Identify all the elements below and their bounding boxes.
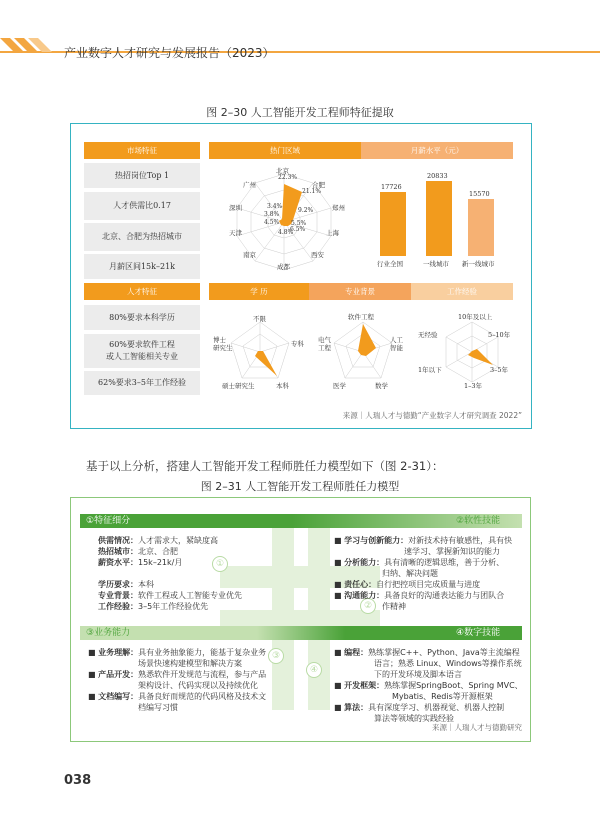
s1-line: 热招城市：北京、合肥 [98,547,178,556]
education-radar-chart [225,318,295,384]
s4-line-cont: 语言；熟悉 Linux、Windows等操作系统 [374,659,522,668]
s1-line: 专业背景：软件工程或人工智能专业优先 [98,591,242,600]
section1-content [98,535,268,612]
s2-line-cont: 速学习、掌握新知识的能力 [404,547,500,556]
s2-line: ■ 沟通能力：具备良好的沟通表达能力与团队合 [334,591,505,600]
radar-city-label: 上海 [326,229,339,237]
salary-value-label: 15570 [469,190,490,198]
radar-city-label: 郑州 [332,204,345,212]
exp-label: 1–3年 [464,382,483,390]
s3-line: ■ 业务理解：具有业务抽象能力，能基于复杂业务 [88,648,267,657]
section-number-1: ① [212,556,228,572]
major-label: 人工 智能 [390,336,403,352]
s3-line-cont: 档编写习惯 [138,703,178,712]
major-label: 电气 工程 [318,336,331,352]
edu-label: 博士 研究生 [213,336,233,352]
section3-content [88,647,288,713]
edu-label: 本科 [276,382,289,390]
major-label: 数学 [375,382,388,390]
s4-line: ■ 算法：具有深度学习、机器视觉、机器人控制 [334,703,505,712]
exp-label: 1年以下 [418,366,442,374]
s1-line: 学历要求：本科 [98,580,154,589]
section4-title: ④数字技能 [456,628,501,638]
edu-label: 不限 [253,315,266,323]
s2-line: ■ 责任心：自行把控项目完成质量与进度 [334,580,481,589]
exp-label: 无经验 [418,331,438,339]
radar-value-label: 3.4% [267,203,283,210]
section2-title: ②软性技能 [456,516,501,526]
market-cell: 热招岗位Top 1 [84,163,200,188]
radar-value-label: 4.5% [264,219,280,226]
section-number-4: ④ [306,662,322,678]
market-cell: 月薪区间15k–21k [84,254,200,279]
edu-label: 硕士研究生 [222,382,255,390]
section-number-3: ③ [268,648,284,664]
experience-radar-chart [437,318,507,384]
header-stripes-icon [0,38,56,62]
exp-label: 5–10年 [488,331,511,339]
s3-line: ■ 文档编写：具备良好而规范的代码风格及技术文 [88,692,267,701]
talent-header: 人才特征 [84,283,200,300]
radar-value-label: 9.2% [298,207,314,214]
salary-value-label: 20833 [427,172,448,180]
s2-line: ■ 分析能力：具有清晰的逻辑思维，善于分析、 [334,558,505,567]
s1-line: 薪资水平：15k–21k/月 [98,558,183,567]
s4-line-cont: Mybatis、Redis等开源框架 [392,692,493,701]
radar-value-label: 21.1% [302,188,322,195]
s4-line: ■ 开发框架：熟练掌握SpringBoot、Spring MVC、 [334,681,523,690]
radar-city-label: 合肥 [312,181,325,189]
radar-city-label: 天津 [229,229,242,237]
salary-header: 月薪水平（元） [361,142,513,159]
exp-label: 10年及以上 [458,313,493,321]
page-number: 038 [64,773,92,788]
s3-line-cont: 场景快速构建模型和解决方案 [138,659,242,668]
major-label: 医学 [333,382,346,390]
section1-title: ①特征细分 [86,516,131,526]
radar-city-label: 南京 [243,251,256,259]
salary-bar [380,192,406,256]
radar-city-label: 广州 [243,181,256,189]
s3-line: ■ 产品开发：熟悉软件开发规范与流程，参与产品 [88,670,267,679]
s2-line: ■ 学习与创新能力：对新技术持有敏感性，具有快 [334,536,513,545]
radar-city-label: 成都 [277,263,290,271]
market-header: 市场特征 [84,142,200,159]
figure2-source: 来源｜人瑞人才与德勤研究 [432,723,522,732]
education-header: 学 历 [209,283,309,300]
salary-bar [426,181,452,256]
s2-line-cont: 归纳、解决问题 [382,569,438,578]
talent-cell: 60%要求软件工程 或人工智能相关专业 [84,334,200,368]
radar-city-label: 深圳 [229,204,242,212]
experience-header: 工作经验 [411,283,513,300]
s4-line-cont: 下的开发环境及脚本语言 [374,670,462,679]
s3-line-cont: 架构设计、代码实现以及持续优化 [138,681,258,690]
body-paragraph: 基于以上分析，搭建人工智能开发工程师胜任力模型如下（图 2-31）： [86,459,444,473]
s1-line: 供需情况：人才需求大，紧缺度高 [98,536,218,545]
section4-content [334,647,524,724]
radar-value-label: 6.5% [290,226,306,233]
radar-value-label: 4.8% [278,229,294,236]
radar-value-label: 22.3% [278,174,298,181]
edu-label: 专科 [291,340,304,348]
s2-line-cont: 作精神 [382,602,406,611]
talent-cell: 62%要求3–5年工作经验 [84,371,200,395]
s4-line-cont: 算法等领域的实践经验 [374,714,454,723]
exp-label: 3–5年 [490,366,509,374]
major-header: 专业背景 [309,283,411,300]
radar-city-label: 西安 [311,251,324,259]
section3-title: ③业务能力 [86,628,131,638]
radar-value-label: 3.8% [264,211,280,218]
s4-line: ■ 编程：熟练掌握C++、Python、Java等主流编程 [334,648,520,657]
salary-category-label: 行业全国 [377,260,403,268]
figure1-title: 图 2–30 人工智能开发工程师特征提取 [206,106,394,119]
radar-value-label: 5.5% [291,220,307,227]
market-cell: 人才供需比0.17 [84,192,200,220]
hot-region-header: 热门区域 [209,142,361,159]
s1-line: 工作经验：3–5年工作经验优先 [98,602,209,611]
salary-bar [468,199,494,256]
major-radar-chart [328,318,398,384]
figure2-title: 图 2–31 人工智能开发工程师胜任力模型 [200,480,400,493]
salary-category-label: 新一线城市 [462,260,495,268]
salary-category-label: 一线城市 [423,260,449,268]
salary-value-label: 17726 [381,183,402,191]
header-title: 产业数字人才研究与发展报告（2023） [64,46,275,60]
section-number-2: ② [360,598,376,614]
section2-content [334,535,524,612]
market-cell: 北京、合肥为热招城市 [84,223,200,251]
talent-cell: 80%要求本科学历 [84,305,200,330]
major-label: 软件工程 [348,313,374,321]
figure1-source: 来源｜人瑞人才与德勤“产业数字人才研究调查 2022” [342,411,522,420]
radar-city-label: 北京 [276,167,289,175]
